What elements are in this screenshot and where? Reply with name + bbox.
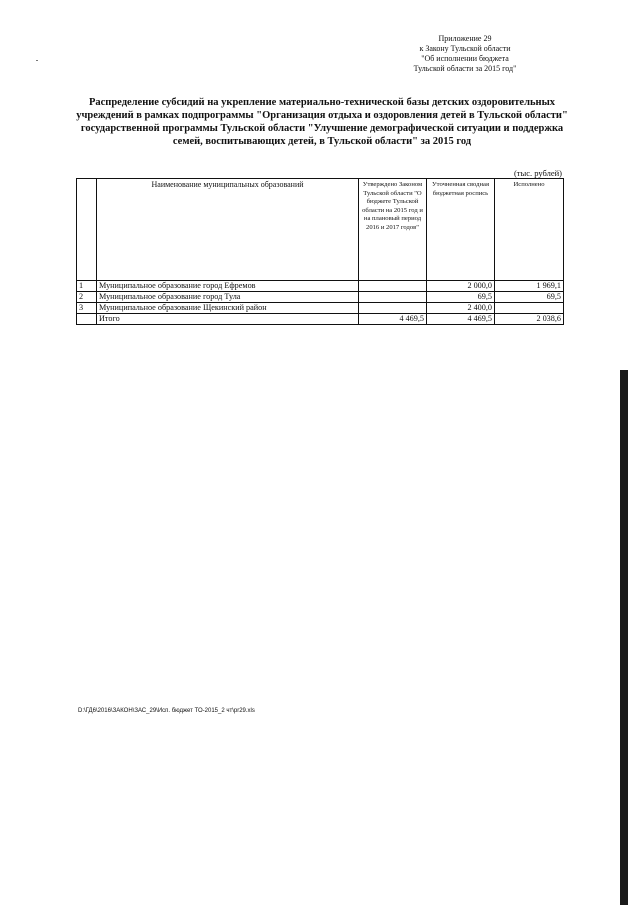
subsidy-table (76, 178, 564, 325)
scan-speck (36, 60, 38, 61)
total-refined: 4 469,5 (427, 314, 495, 325)
file-path-footer: D:\ГД6\2016\ЗАКОН\ЗАС_29\Исп. бюджет ТО-2015_2 чт\pr29.xls (78, 708, 255, 714)
total-row (77, 314, 564, 325)
appendix-line-3: "Об исполнении бюджета (421, 54, 509, 63)
header-executed: Исполнено (495, 179, 564, 281)
total-num (77, 314, 97, 325)
appendix-header (380, 34, 550, 74)
header-name: Наименование муниципальных образований (97, 179, 359, 281)
row-name: Муниципальное образование Щекинский район (97, 303, 359, 314)
scan-edge-bar (620, 370, 628, 905)
row-name: Муниципальное образование город Тула (97, 292, 359, 303)
row-num: 3 (77, 303, 97, 314)
total-executed: 2 038,6 (495, 314, 564, 325)
row-executed: 69,5 (495, 292, 564, 303)
header-num (77, 179, 97, 281)
row-executed: 1 969,1 (495, 281, 564, 292)
row-refined: 2 400,0 (427, 303, 495, 314)
table-header-row (77, 179, 564, 281)
row-name: Муниципальное образование город Ефремов (97, 281, 359, 292)
appendix-line-1: Приложение 29 (438, 34, 492, 43)
row-refined: 69,5 (427, 292, 495, 303)
row-executed (495, 303, 564, 314)
header-approved: Утверждено Законом Тульской области "О бюджете Тульской области на 2015 год и на плановый период 2016 и 2017 годов" (359, 179, 427, 281)
total-name: Итого (97, 314, 359, 325)
table-row (77, 281, 564, 292)
row-approved (359, 292, 427, 303)
table-row (77, 303, 564, 314)
appendix-line-2: к Закону Тульской области (419, 44, 511, 53)
row-approved (359, 303, 427, 314)
row-num: 1 (77, 281, 97, 292)
row-refined: 2 000,0 (427, 281, 495, 292)
units-label: (тыс. рублей) (513, 168, 562, 178)
document-title: Распределение субсидий на укрепление материально-технической базы детских оздоровительных учреждений в рамках подпрограммы "Организация отдыха и оздоровления детей в Тульской области" государственной программы Тульской области "Улучшение демографической ситуации и поддержка семей, воспитывающих детей, в Тульской области" за 2015 год (76, 97, 568, 147)
row-num: 2 (77, 292, 97, 303)
appendix-line-4: Тульской области за 2015 год" (413, 64, 517, 73)
table-row (77, 292, 564, 303)
total-approved: 4 469,5 (359, 314, 427, 325)
header-refined: Уточненная сводная бюджетная роспись (427, 179, 495, 281)
row-approved (359, 281, 427, 292)
